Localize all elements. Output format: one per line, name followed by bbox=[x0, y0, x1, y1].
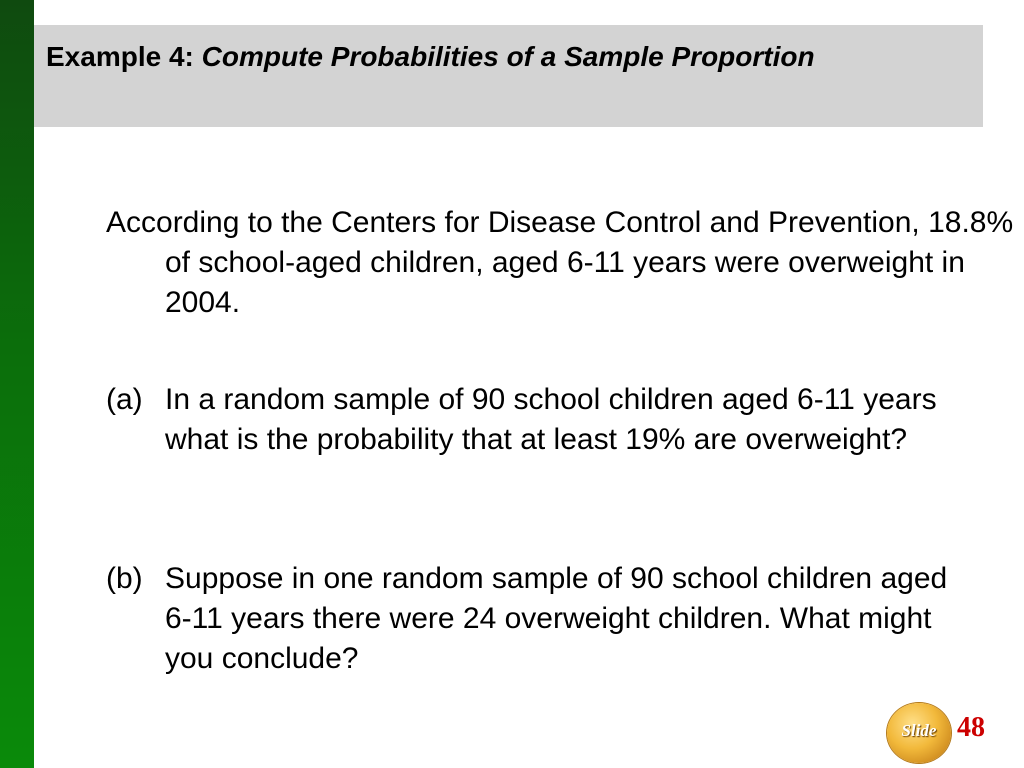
side-accent-bar bbox=[0, 0, 34, 768]
slide-title bbox=[46, 39, 966, 75]
question-b-marker: (b) bbox=[106, 562, 143, 595]
question-a-text: In a random sample of 90 school children aged 6-11 years what is the probability that at least 19% are overweight? bbox=[165, 383, 937, 456]
slide-title-italic: Compute Probabilities of a Sample Proportion bbox=[201, 41, 815, 72]
slide-badge-icon bbox=[887, 703, 951, 763]
question-a bbox=[106, 380, 976, 460]
slide-badge-label: Slide bbox=[901, 721, 937, 740]
question-a-marker: (a) bbox=[106, 383, 143, 416]
question-b bbox=[106, 559, 976, 679]
question-b-text: Suppose in one random sample of 90 school children aged 6-11 years there were 24 overweight children. What might you conclude? bbox=[165, 562, 948, 675]
slide-number: 48 bbox=[957, 712, 985, 743]
intro-paragraph: According to the Centers for Disease Control and Prevention, 18.8% of school-aged children, aged 6-11 years were overweight in 2004. bbox=[106, 206, 1014, 319]
title-band bbox=[34, 25, 983, 127]
slide-title-prefix: Example 4: bbox=[46, 41, 202, 72]
